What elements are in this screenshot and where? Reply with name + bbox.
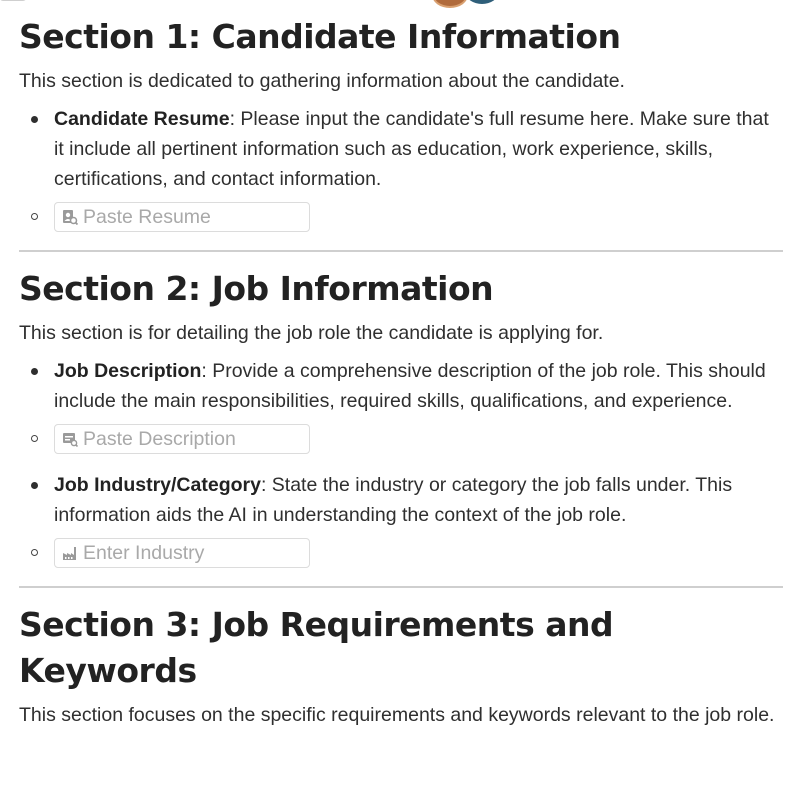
resume-icon [62,209,78,225]
job-description-icon [62,431,78,447]
section-1-description: This section is dedicated to gathering information about the candidate. [19,70,625,92]
document-content [19,14,783,738]
section-2-list [19,356,783,416]
item-title: Job Description [54,360,202,382]
item-title: Candidate Resume [54,108,230,130]
item-text: : Please input the candidate's full resume here. Make sure that it include all pertinent information such as education, work experience, skills, certifications, and contact information. [54,108,769,190]
industry-field[interactable] [54,538,310,568]
list-item-candidate-resume [19,104,783,194]
section-2-title: Section 2: Job Information [19,269,494,308]
item-text: : Provide a comprehensive description of the job role. This should include the main responsibilities, required skills, qualifications, and experience. [54,360,766,412]
resume-field[interactable] [54,202,310,232]
factory-icon [62,545,78,561]
divider [19,250,783,252]
job-description-input[interactable] [83,428,303,451]
section-2-description: This section is for detailing the job role the candidate is applying for. [19,322,604,344]
sub-bullet [31,435,38,442]
sub-bullet [31,213,38,220]
section-1-list [19,104,783,194]
block-handle[interactable] [0,0,26,1]
item-title: Job Industry/Category [54,474,261,496]
industry-input[interactable] [83,542,303,565]
resume-input[interactable] [83,206,303,229]
top-bar [0,0,790,6]
sub-list-item [19,538,783,574]
list-item-job-description [19,356,783,416]
item-text: : State the industry or category the job falls under. This information aids the AI in understanding the context of the job role. [54,474,733,526]
job-description-field[interactable] [54,424,310,454]
section-3-title: Section 3: Job Requirements and Keywords [19,605,614,690]
section-2-list-cont [19,470,783,530]
avatar[interactable] [432,0,468,8]
list-item-job-industry [19,470,783,530]
divider [19,586,783,588]
section-1-title: Section 1: Candidate Information [19,17,621,56]
sub-list-item [19,202,783,238]
avatar[interactable] [466,0,498,4]
sub-list-item [19,424,783,460]
sub-bullet [31,549,38,556]
section-3-description: This section focuses on the specific requirements and keywords relevant to the job role. [19,704,775,726]
